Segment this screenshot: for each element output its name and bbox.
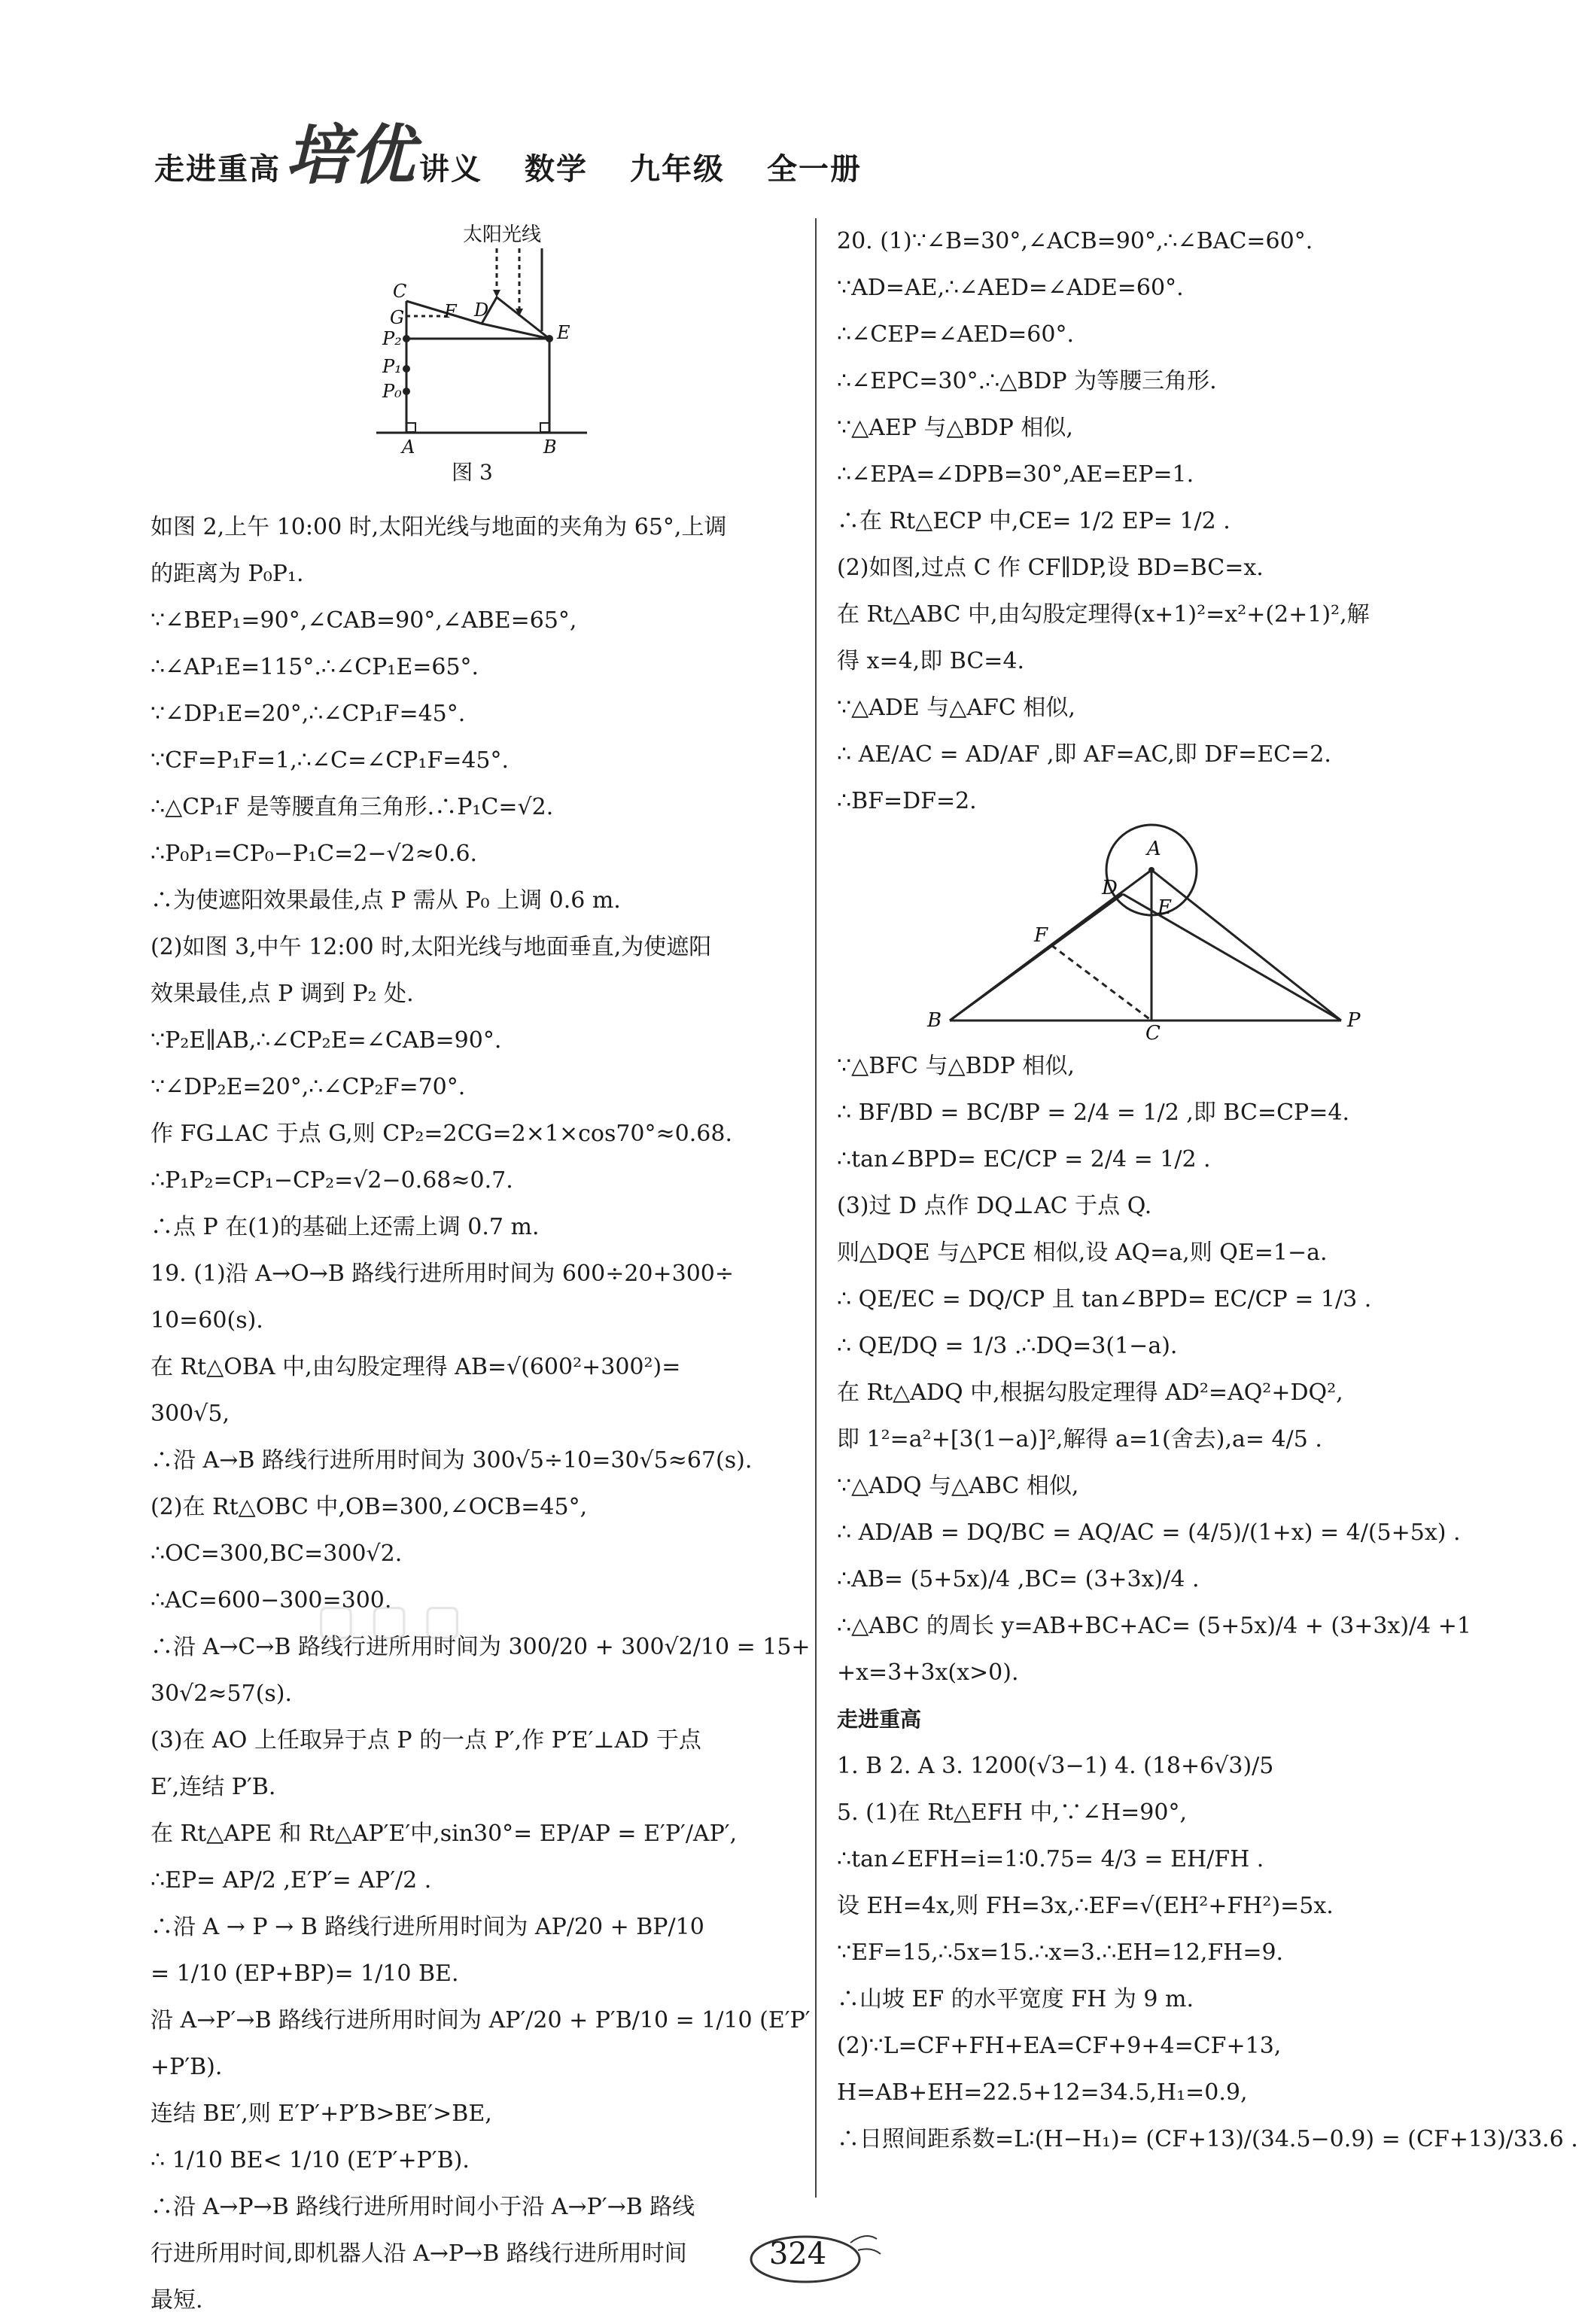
fig3-label-p1: P₁ <box>382 356 402 377</box>
figure-right <box>837 825 1439 1043</box>
right-text-c-line: ∴日照间距系数=L∶(H−H₁)= (CF+13)/(34.5−0.9) = (CF+13)/33.6 . <box>837 2126 1578 2152</box>
fig-right-label-a: A <box>1147 838 1161 860</box>
left-text-line: ∵P₂E∥AB,∴∠CP₂E=∠CAB=90°. <box>151 1027 502 1054</box>
left-text-line: 在 Rt△OBA 中,由勾股定理得 AB=√(600²+300²)= <box>151 1354 681 1380</box>
left-text-line: ∴P₀P₁=CP₀−P₁C=2−√2≈0.6. <box>151 841 478 867</box>
right-text-a-line: ∴在 Rt△ECP 中,CE= 1/2 EP= 1/2 . <box>837 508 1231 534</box>
left-text-line: ∴△CP₁F 是等腰直角三角形.∴P₁C=√2. <box>151 794 554 820</box>
subject: 数学 <box>525 152 588 187</box>
right-text-a-line: 得 x=4,即 BC=4. <box>837 648 1025 674</box>
right-text-b-line: ∵△BFC 与△BDP 相似, <box>837 1053 1075 1079</box>
volume: 全一册 <box>767 152 862 187</box>
left-text-line: ∴AC=600−300=300. <box>151 1587 392 1614</box>
right-text-b-line: (3)过 D 点作 DQ⊥AC 于点 Q. <box>837 1193 1152 1219</box>
right-text-b-line: ∴ QE/DQ = 1/3 .∴DQ=3(1−a). <box>837 1333 1178 1359</box>
left-text-line: ∴EP= AP/2 ,E′P′= AP′/2 . <box>151 1867 432 1894</box>
fig3-label-p0: P₀ <box>382 381 402 402</box>
left-text-line: ∴点 P 在(1)的基础上还需上调 0.7 m. <box>151 1214 540 1240</box>
left-text-line: 沿 A→P′→B 路线行进所用时间为 AP′/20 + P′B/10 = 1/10 (E′P′ <box>151 2007 811 2034</box>
right-text-c-line: H=AB+EH=22.5+12=34.5,H₁=0.9, <box>837 2079 1248 2106</box>
left-text-line: (3)在 AO 上任取异于点 P 的一点 P′,作 P′E′⊥AD 于点 <box>151 1727 701 1754</box>
right-text-a-line: (2)如图,过点 C 作 CF∥DP,设 BD=BC=x. <box>837 555 1264 581</box>
column-divider <box>815 218 817 2198</box>
left-text-line: ∴P₁P₂=CP₁−CP₂=√2−0.68≈0.7. <box>151 1167 513 1194</box>
right-text-b-line: ∴ QE/EC = DQ/CP 且 tan∠BPD= EC/CP = 1/3 . <box>837 1286 1372 1313</box>
right-text-b-line: ∴ AD/AB = DQ/BC = AQ/AC = (4/5)/(1+x) = 4/(5+5x) . <box>837 1519 1461 1546</box>
fig-right-label-c: C <box>1145 1022 1161 1045</box>
left-text-line: 连结 BE′,则 E′P′+P′B>BE′>BE, <box>151 2100 492 2127</box>
left-text-line: 行进所用时间,即机器人沿 A→P→B 路线行进所用时间 <box>151 2240 687 2267</box>
fig3-label-p2: P₂ <box>382 328 402 349</box>
right-text-a-line: ∴∠EPC=30°.∴△BDP 为等腰三角形. <box>837 368 1217 394</box>
left-text-line: 如图 2,上午 10:00 时,太阳光线与地面的夹角为 65°,上调 <box>151 514 727 540</box>
left-text-line: 300√5, <box>151 1401 230 1427</box>
left-text-line: ∴ 1/10 BE< 1/10 (E′P′+P′B). <box>151 2147 470 2173</box>
right-text-a-line: ∵△AEP 与△BDP 相似, <box>837 415 1073 441</box>
fig-right-label-e: E <box>1158 896 1172 919</box>
fig-right-label-f: F <box>1034 924 1048 947</box>
fig3-label-e: E <box>557 322 570 343</box>
figure-3 <box>151 218 794 489</box>
left-text-line: 的距离为 P₀P₁. <box>151 561 304 587</box>
left-text-line: ∴沿 A→B 路线行进所用时间为 300√5÷10=30√5≈67(s). <box>151 1447 753 1474</box>
right-text-c-line: ∵EF=15,∴5x=15.∴x=3.∴EH=12,FH=9. <box>837 1939 1284 1966</box>
right-text-c-line: 5. (1)在 Rt△EFH 中,∵∠H=90°, <box>837 1799 1187 1826</box>
left-text-line: = 1/10 (EP+BP)= 1/10 BE. <box>151 1960 459 1987</box>
fig3-label-g: G <box>390 307 405 328</box>
left-text-line: ∵∠DP₂E=20°,∴∠CP₂F=70°. <box>151 1074 466 1100</box>
left-text-line: ∵∠BEP₁=90°,∠CAB=90°,∠ABE=65°, <box>151 607 577 634</box>
figure-3-top-label: 太阳光线 <box>463 224 542 246</box>
right-text-a-line: ∵△ADE 与△AFC 相似, <box>837 695 1075 721</box>
figure-3-caption: 图 3 <box>452 460 493 485</box>
page-number: 324 <box>768 2237 827 2271</box>
right-text-c-line: (2)∵L=CF+FH+EA=CF+9+4=CF+13, <box>837 2033 1282 2059</box>
right-text-a-line: ∴∠EPA=∠DPB=30°,AE=EP=1. <box>837 461 1194 488</box>
right-text-b-line: ∴△ABC 的周长 y=AB+BC+AC= (5+5x)/4 + (3+3x)/4 +1 <box>837 1613 1472 1639</box>
right-text-b-line: ∴AB= (5+5x)/4 ,BC= (3+3x)/4 . <box>837 1566 1200 1592</box>
left-text-line: E′,连结 P′B. <box>151 1774 276 1800</box>
left-text-line: 在 Rt△APE 和 Rt△AP′E′中,sin30°= EP/AP = E′P′/AP′, <box>151 1821 738 1847</box>
figure-3-diagram <box>151 218 794 489</box>
watermark-1: ▢ ▢ ▢ <box>316 1595 463 1644</box>
right-text-b-line: 在 Rt△ADQ 中,根据勾股定理得 AD²=AQ²+DQ², <box>837 1379 1343 1406</box>
left-text-line: ∴沿 A → P → B 路线行进所用时间为 AP/20 + BP/10 <box>151 1914 704 1940</box>
right-text-a-line: ∴∠CEP=∠AED=60°. <box>837 321 1074 348</box>
fig3-label-d: D <box>474 300 489 321</box>
section-title: 走进重高 <box>837 1707 922 1732</box>
left-text-line: 效果最佳,点 P 调到 P₂ 处. <box>151 981 414 1007</box>
right-text-b-line: ∴tan∠BPD= EC/CP = 2/4 = 1/2 . <box>837 1146 1211 1173</box>
left-text-line: ∵∠DP₁E=20°,∴∠CP₁F=45°. <box>151 701 466 727</box>
left-text-line: 最短. <box>151 2287 203 2313</box>
left-text-line: ∴沿 A→P→B 路线行进所用时间小于沿 A→P′→B 路线 <box>151 2194 695 2220</box>
left-text-line: +P′B). <box>151 2054 223 2080</box>
left-text-line: (2)如图 3,中午 12:00 时,太阳光线与地面垂直,为使遮阳 <box>151 934 712 960</box>
right-text-b-line: 则△DQE 与△PCE 相似,设 AQ=a,则 QE=1−a. <box>837 1240 1328 1266</box>
left-text-line: ∴OC=300,BC=300√2. <box>151 1541 403 1567</box>
right-text-c-line: 1. B 2. A 3. 1200(√3−1) 4. (18+6√3)/5 <box>837 1753 1274 1779</box>
right-text-c-line: ∴山坡 EF 的水平宽度 FH 为 9 m. <box>837 1986 1194 2012</box>
series-name: 走进重高 <box>154 152 281 187</box>
problem-20-part-1-2 <box>837 218 1439 825</box>
right-column <box>837 218 1578 2163</box>
right-text-a-line: 在 Rt△ABC 中,由勾股定理得(x+1)²=x²+(2+1)²,解 <box>837 601 1370 628</box>
left-text-line: ∴∠AP₁E=115°.∴∠CP₁E=65°. <box>151 654 479 680</box>
fig3-label-f: F <box>444 301 457 322</box>
right-text-a-line: ∴BF=DF=2. <box>837 788 977 814</box>
right-text-b-line: ∴ BF/BD = BC/BP = 2/4 = 1/2 ,即 BC=CP=4. <box>837 1100 1349 1126</box>
left-text-line: 10=60(s). <box>151 1307 263 1334</box>
grade: 九年级 <box>630 152 725 187</box>
fig3-label-a: A <box>402 437 415 458</box>
left-text-line: 19. (1)沿 A→O→B 路线行进所用时间为 600÷20+300÷ <box>151 1261 735 1287</box>
left-text-line: ∴为使遮阳效果最佳,点 P 需从 P₀ 上调 0.6 m. <box>151 887 621 914</box>
page-header <box>154 105 862 193</box>
left-text-line: 作 FG⊥AC 于点 G,则 CP₂=2CG=2×1×cos70°≈0.68. <box>151 1121 732 1147</box>
fig-right-label-b: B <box>927 1009 942 1032</box>
problem-20-part-2-3 <box>837 1043 1472 1696</box>
fig-right-label-p: P <box>1347 1009 1361 1032</box>
section-answers <box>837 1743 1578 2163</box>
right-text-c-line: ∴tan∠EFH=i=1∶0.75= 4/3 = EH/FH . <box>837 1846 1264 1872</box>
left-text-line: ∴沿 A→C→B 路线行进所用时间为 300/20 + 300√2/10 = 15+ <box>151 1634 811 1660</box>
fig3-label-b: B <box>543 437 557 458</box>
series-suffix: 讲义 <box>419 152 482 187</box>
right-text-a-line: ∴ AE/AC = AD/AF ,即 AF=AC,即 DF=EC=2. <box>837 741 1331 768</box>
left-text-line: 30√2≈57(s). <box>151 1681 293 1707</box>
right-text-a-line: 20. (1)∵∠B=30°,∠ACB=90°,∴∠BAC=60°. <box>837 228 1313 254</box>
fig3-label-c: C <box>393 281 407 302</box>
right-text-a-line: ∵AD=AE,∴∠AED=∠ADE=60°. <box>837 275 1184 301</box>
right-text-b-line: ∵△ADQ 与△ABC 相似, <box>837 1473 1079 1499</box>
triangle-circle-diagram <box>837 825 1439 1043</box>
right-text-b-line: +x=3+3x(x>0). <box>837 1659 1019 1686</box>
fig-right-label-d: D <box>1102 877 1118 899</box>
right-text-b-line: 即 1²=a²+[3(1−a)]²,解得 a=1(舍去),a= 4/5 . <box>837 1426 1322 1452</box>
left-text-line: (2)在 Rt△OBC 中,OB=300,∠OCB=45°, <box>151 1494 588 1520</box>
right-text-c-line: 设 EH=4x,则 FH=3x,∴EF=√(EH²+FH²)=5x. <box>837 1893 1334 1919</box>
left-text-line: ∵CF=P₁F=1,∴∠C=∠CP₁F=45°. <box>151 747 510 774</box>
series-logo-text: 培优 <box>285 118 415 193</box>
